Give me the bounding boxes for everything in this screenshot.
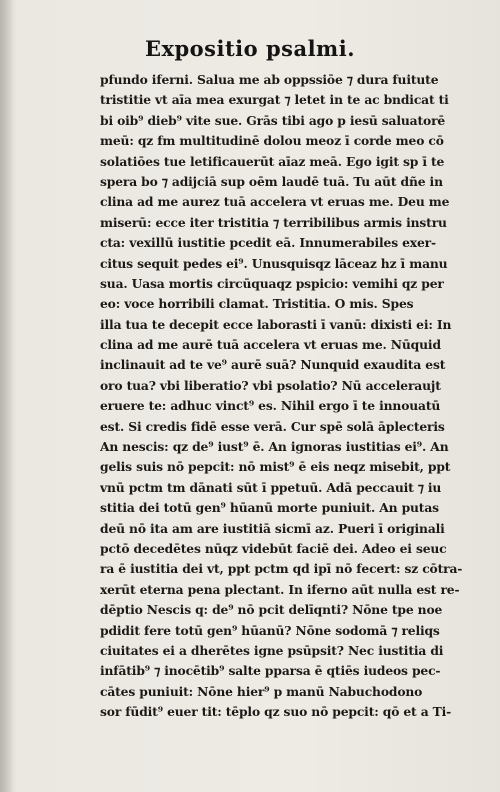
text-line: sua. Uasa mortis circūquaqz pspicio: vemihi qz per: [100, 275, 444, 291]
text-line: cātes puniuit: Nōne hier⁹ p manū Nabuchodono: [100, 683, 423, 699]
text-line: ciuitates ei a dherētes igne psūpsit? Nec iustitia di: [100, 642, 444, 658]
text-line: sor fūdit⁹ euer tit: tēplo qz suo nō pepcit: qō et a Ti-: [100, 704, 452, 720]
text-line: meū: qz fm multitudinē dolou meoz ī corde meo cō: [100, 133, 444, 149]
text-line: deū nō ita am are iustitiā sicmī az. Pueri ī originali: [100, 520, 445, 536]
text-line: An nescis: qz de⁹ iust⁹ ē. An ignoras iustitias ei⁹. An: [100, 439, 449, 455]
text-line: ra ē iustitia dei vt, ppt pctm qd ipī nō fecert: sz cōtra-: [100, 561, 463, 577]
text-line: illa tua te decepit ecce laborasti ī vanū: dixisti ei: In: [100, 316, 452, 332]
text-line: clina ad me aurez tuā accelera vt eruas me. Deu me: [100, 194, 450, 210]
text-line: inclinauit ad te ve⁹ aurē suā? Nunquid exaudita est: [100, 357, 446, 373]
text-line: dēptio Nescis q: de⁹ nō pcit delīqnti? Nōne tpe noe: [100, 602, 443, 618]
text-line: xerūt eterna pena plectant. In iferno aūt nulla est re-: [100, 581, 460, 597]
text-line: oro tua? vbi liberatio? vbi psolatio? Nū acceleraujt: [100, 377, 441, 393]
text-line: infātib⁹ ⁊ inocētib⁹ salte pparsa ē qtiēs iudeos pec-: [100, 663, 441, 679]
text-line: clina ad me aurē tuā accelera vt eruas me. Nūquid: [100, 337, 441, 353]
text-line: solatiōes tue letificauerūt aīaz meā. Ego igit sp ī te: [100, 153, 445, 169]
text-line: pfundo iferni. Salua me ab oppssiōe ⁊ dura fuitute: [100, 72, 439, 87]
binding-shadow: [0, 0, 14, 792]
text-line: miserū: ecce iter tristitia ⁊ terribilibus armis instru: [100, 214, 447, 230]
text-line: tristitie vt aīa mea exurgat ⁊ letet in te ac bndicat ti: [100, 92, 449, 108]
text-line: cta: vexillū iustitie pcedit eā. Innumerabiles exer-: [100, 235, 436, 251]
text-line: gelis suis nō pepcit: nō mist⁹ ē eis neqz misebit, ppt: [100, 459, 451, 475]
text-line: vnū pctm tm dānati sūt ī ppetuū. Adā peccauit ⁊ iu: [100, 479, 442, 495]
running-head: Expositio psalmi.: [144, 36, 356, 61]
text-line: citus sequit pedes ei⁹. Unusquisqz lāceaz hz ī manu: [100, 255, 448, 271]
text-line: eruere te: adhuc vinct⁹ es. Nihil ergo ī te innouatū: [100, 398, 441, 414]
text-line: spera bo ⁊ adijciā sup oēm laudē tuā. Tu aūt dñe in: [100, 173, 443, 189]
text-line: pctō decedētes nūqz videbūt faciē dei. Adeo ei seuc: [100, 540, 447, 556]
text-line: pdidit fere totū gen⁹ hūanū? Nōne sodomā ⁊ reliqs: [100, 622, 440, 638]
text-line: est. Si credis fidē esse verā. Cur spē solā āplecteris: [100, 418, 445, 434]
text-block: [100, 70, 480, 723]
text-line: eo: voce horribili clamat. Tristitia. O mis. Spes: [100, 296, 414, 312]
text-line: stitia dei totū gen⁹ hūanū morte puniuit. An putas: [100, 500, 439, 516]
text-line: bi oib⁹ dieb⁹ vite sue. Grās tibi ago p iesū saluatorē: [100, 112, 446, 128]
